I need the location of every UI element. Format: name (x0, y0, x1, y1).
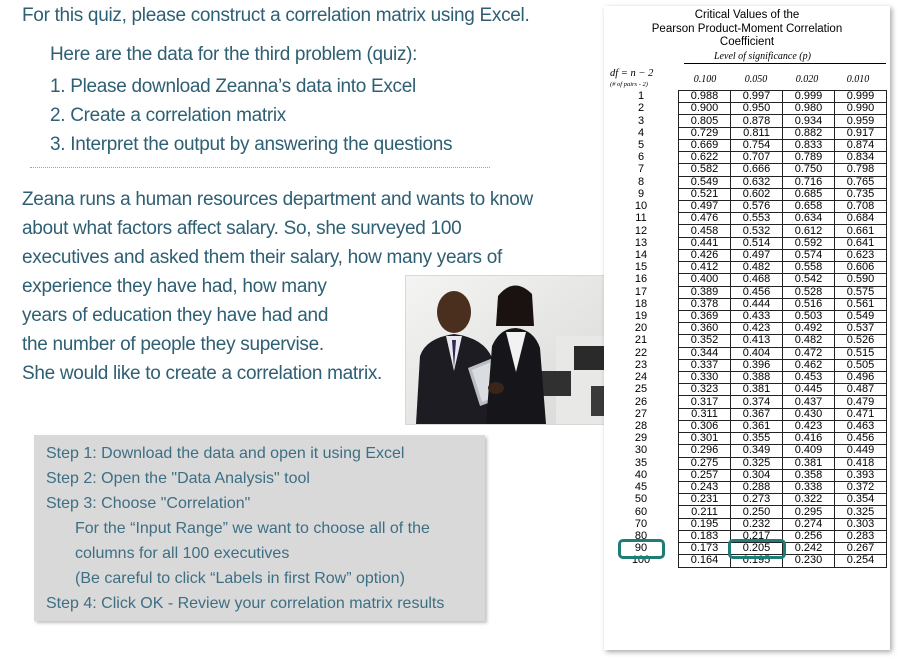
value-cell: 0.934 (783, 115, 835, 127)
value-cell: 0.396 (731, 359, 783, 371)
value-cell: 0.388 (731, 372, 783, 384)
df-cell: 28 (634, 420, 648, 433)
df-cell: 90 (634, 542, 648, 555)
value-cell: 0.805 (679, 115, 731, 127)
value-cell: 0.542 (783, 274, 835, 286)
value-cell: 0.549 (835, 310, 887, 322)
value-cell: 0.750 (783, 164, 835, 176)
value-cell: 0.389 (679, 286, 731, 298)
value-cell: 0.658 (783, 200, 835, 212)
table-title-line: Coefficient (719, 36, 775, 48)
value-cell: 0.997 (731, 91, 783, 103)
table-row (604, 200, 887, 212)
df-cell: 45 (634, 481, 648, 494)
value-cell: 0.412 (679, 262, 731, 274)
story-line: years of education they have had and (22, 305, 329, 326)
df-cell: 80 (634, 529, 648, 542)
table-row (604, 176, 887, 188)
value-cell: 0.301 (679, 433, 731, 445)
table-row (604, 433, 887, 445)
value-cell: 0.632 (731, 176, 783, 188)
df-cell: 20 (634, 322, 648, 335)
value-cell: 0.267 (835, 543, 887, 555)
value-cell: 0.576 (731, 200, 783, 212)
value-cell: 0.337 (679, 359, 731, 371)
table-row (604, 445, 887, 457)
df-cell: 23 (634, 358, 648, 371)
value-cell: 0.445 (783, 384, 835, 396)
df-cell: 24 (634, 371, 648, 384)
table-row (604, 237, 887, 249)
value-cell: 0.515 (835, 347, 887, 359)
highlight-df-box (618, 539, 665, 559)
story-line: executives and asked them their salary, how many years of (22, 247, 502, 268)
value-cell: 0.423 (783, 420, 835, 432)
table-row (604, 103, 887, 115)
value-cell: 0.482 (731, 262, 783, 274)
value-cell: 0.217 (731, 530, 783, 542)
value-cell: 0.449 (835, 445, 887, 457)
value-cell: 0.230 (783, 555, 835, 567)
value-cell: 0.338 (783, 482, 835, 494)
df-cell: 5 (637, 138, 645, 151)
value-cell: 0.232 (731, 518, 783, 530)
table-row (604, 262, 887, 274)
critical-values-table (604, 6, 890, 650)
table-row (604, 164, 887, 176)
value-cell: 0.999 (783, 91, 835, 103)
value-cell: 0.592 (783, 237, 835, 249)
df-cell: 40 (634, 468, 648, 481)
value-cell: 0.330 (679, 372, 731, 384)
quiz-instructions: For this quiz, please construct a correlation matrix using Excel. (22, 5, 530, 26)
value-cell: 0.505 (835, 359, 887, 371)
table-row (604, 274, 887, 286)
df-cell: 21 (634, 334, 648, 347)
df-cell: 30 (634, 444, 648, 457)
table-row (604, 310, 887, 322)
value-cell: 0.381 (731, 384, 783, 396)
value-cell: 0.707 (731, 152, 783, 164)
df-cell: 17 (634, 285, 648, 298)
value-cell: 0.164 (679, 555, 731, 567)
value-cell: 0.575 (835, 286, 887, 298)
value-cell: 0.558 (783, 262, 835, 274)
table-row (604, 372, 887, 384)
df-cell: 12 (634, 224, 648, 237)
intro-text: Here are the data for the third problem (quiz): (50, 44, 418, 65)
value-cell: 0.441 (679, 237, 731, 249)
value-cell: 0.437 (783, 396, 835, 408)
df-cell: 10 (634, 200, 648, 213)
value-cell: 0.959 (835, 115, 887, 127)
value-cell: 0.404 (731, 347, 783, 359)
table-row (604, 347, 887, 359)
value-cell: 0.195 (679, 518, 731, 530)
task-item: 3. Interpret the output by answering the questions (50, 134, 453, 155)
value-cell: 0.606 (835, 262, 887, 274)
table-title-line: Critical Values of the (694, 9, 800, 21)
story-line: She would like to create a correlation matrix. (22, 363, 383, 384)
value-cell: 0.476 (679, 213, 731, 225)
table-row (604, 213, 887, 225)
table-row (604, 469, 887, 481)
value-cell: 0.878 (731, 115, 783, 127)
value-cell: 0.549 (679, 176, 731, 188)
value-cell: 0.514 (731, 237, 783, 249)
value-cell: 0.444 (731, 298, 783, 310)
value-cell: 0.409 (783, 445, 835, 457)
excel-step: Step 1: Download the data and open it using Excel (46, 445, 405, 462)
df-cell: 1 (637, 90, 645, 103)
df-cell: 4 (637, 126, 645, 139)
significance-label: Level of significance (p) (714, 51, 811, 62)
value-cell: 0.684 (835, 213, 887, 225)
table-row (604, 408, 887, 420)
value-cell: 0.622 (679, 152, 731, 164)
value-cell: 0.354 (835, 494, 887, 506)
value-cell: 0.367 (731, 408, 783, 420)
df-cell: 26 (634, 395, 648, 408)
df-cell: 7 (637, 163, 645, 176)
value-cell: 0.243 (679, 482, 731, 494)
value-cell: 0.472 (783, 347, 835, 359)
value-cell: 0.988 (679, 91, 731, 103)
story-line: about what factors affect salary. So, she surveyed 100 (22, 218, 462, 239)
table-row (604, 396, 887, 408)
value-cell: 0.561 (835, 298, 887, 310)
value-cell: 0.413 (731, 335, 783, 347)
value-cell: 0.306 (679, 420, 731, 432)
value-cell: 0.361 (731, 420, 783, 432)
business-people-photo (405, 275, 617, 425)
df-cell: 2 (637, 102, 645, 115)
story-line: Zeana runs a human resources department and wants to know (22, 189, 533, 210)
value-cell: 0.661 (835, 225, 887, 237)
df-cell: 18 (634, 297, 648, 310)
value-cell: 0.426 (679, 249, 731, 261)
story-line: experience they have had, how many (22, 276, 327, 297)
value-cell: 0.453 (783, 372, 835, 384)
value-cell: 0.990 (835, 103, 887, 115)
df-cell: 29 (634, 432, 648, 445)
df-cell: 50 (634, 493, 648, 506)
value-cell: 0.471 (835, 408, 887, 420)
value-cell: 0.582 (679, 164, 731, 176)
value-cell: 0.468 (731, 274, 783, 286)
value-cell: 0.503 (783, 310, 835, 322)
table-row (604, 127, 887, 139)
excel-step: Step 4: Click OK - Review your correlation matrix results (46, 595, 445, 612)
table-row (604, 249, 887, 261)
value-cell: 0.900 (679, 103, 731, 115)
value-cell: 0.303 (835, 518, 887, 530)
value-cell: 0.950 (731, 103, 783, 115)
value-cell: 0.433 (731, 310, 783, 322)
value-cell: 0.497 (679, 200, 731, 212)
table-row (604, 286, 887, 298)
value-cell: 0.765 (835, 176, 887, 188)
value-cell: 0.492 (783, 323, 835, 335)
value-cell: 0.352 (679, 335, 731, 347)
value-cell: 0.317 (679, 396, 731, 408)
task-item: 1. Please download Zeanna’s data into Excel (50, 76, 416, 97)
value-cell: 0.526 (835, 335, 887, 347)
table-row (604, 359, 887, 371)
value-cell: 0.173 (679, 543, 731, 555)
value-cell: 0.418 (835, 457, 887, 469)
value-cell: 0.798 (835, 164, 887, 176)
table-row (604, 91, 887, 103)
table-title (604, 9, 890, 50)
task-item: 2. Create a correlation matrix (50, 105, 286, 126)
table-row (604, 323, 887, 335)
df-cell: 11 (635, 212, 647, 225)
value-cell: 0.295 (783, 506, 835, 518)
table-row (604, 139, 887, 151)
value-cell: 0.462 (783, 359, 835, 371)
story-line: the number of people they supervise. (22, 334, 324, 355)
value-cell: 0.882 (783, 127, 835, 139)
value-cell: 0.789 (783, 152, 835, 164)
table-row (604, 384, 887, 396)
value-cell: 0.250 (731, 506, 783, 518)
df-cell: 3 (637, 114, 645, 127)
value-cell: 0.242 (783, 543, 835, 555)
table-row (604, 188, 887, 200)
value-cell: 0.685 (783, 188, 835, 200)
value-cell: 0.612 (783, 225, 835, 237)
value-cell: 0.381 (783, 457, 835, 469)
value-cell: 0.416 (783, 433, 835, 445)
value-cell: 0.458 (679, 225, 731, 237)
table-row (604, 335, 887, 347)
value-cell: 0.400 (679, 274, 731, 286)
df-cell: 70 (634, 517, 648, 530)
value-cell: 0.521 (679, 188, 731, 200)
highlight-value-box (728, 539, 786, 559)
value-cell: 0.666 (731, 164, 783, 176)
value-cell: 0.275 (679, 457, 731, 469)
value-cell: 0.487 (835, 384, 887, 396)
table-row (604, 518, 887, 530)
value-cell: 0.304 (731, 469, 783, 481)
value-cell: 0.344 (679, 347, 731, 359)
value-cell: 0.274 (783, 518, 835, 530)
table-row (604, 115, 887, 127)
excel-steps-box (34, 435, 485, 621)
df-cell: 6 (637, 151, 645, 164)
excel-step-detail: columns for all 100 executives (75, 545, 290, 562)
value-cell: 0.811 (731, 127, 783, 139)
value-cell: 0.833 (783, 139, 835, 151)
value-cell: 0.195 (731, 555, 783, 567)
df-cell: 25 (634, 383, 648, 396)
table-row (604, 506, 887, 518)
df-cell: 35 (634, 456, 648, 469)
table-row (604, 494, 887, 506)
value-cell: 0.393 (835, 469, 887, 481)
excel-step-detail: For the “Input Range” we want to choose all of the (75, 520, 430, 537)
table-row (604, 457, 887, 469)
table-title-line: Pearson Product-Moment Correlation (651, 22, 843, 35)
value-cell: 0.496 (835, 372, 887, 384)
table-row (604, 482, 887, 494)
column-header: 0.100 (693, 74, 717, 85)
value-cell: 0.729 (679, 127, 731, 139)
value-cell: 0.602 (731, 188, 783, 200)
df-cell: 9 (637, 187, 645, 200)
value-cell: 0.360 (679, 323, 731, 335)
value-cell: 0.372 (835, 482, 887, 494)
value-cell: 0.528 (783, 286, 835, 298)
value-cell: 0.257 (679, 469, 731, 481)
task-list (50, 72, 452, 159)
excel-step-detail: (Be careful to click “Labels in first Row” option) (75, 570, 405, 587)
df-label: df = n − 2 (610, 68, 654, 79)
df-cell: 100 (631, 554, 651, 567)
value-cell: 0.553 (731, 213, 783, 225)
value-cell: 0.999 (835, 91, 887, 103)
value-cell: 0.623 (835, 249, 887, 261)
value-cell: 0.716 (783, 176, 835, 188)
value-cell: 0.708 (835, 200, 887, 212)
df-cell: 19 (634, 310, 648, 323)
value-cell: 0.374 (731, 396, 783, 408)
value-cell: 0.288 (731, 482, 783, 494)
df-cell: 60 (634, 505, 648, 518)
df-cell: 22 (634, 346, 648, 359)
value-cell: 0.537 (835, 323, 887, 335)
column-header: 0.020 (795, 74, 819, 85)
value-cell: 0.669 (679, 139, 731, 151)
df-cell: 27 (634, 407, 648, 420)
divider (30, 167, 490, 168)
value-cell: 0.296 (679, 445, 731, 457)
value-cell: 0.456 (835, 433, 887, 445)
value-cell: 0.754 (731, 139, 783, 151)
excel-step: Step 2: Open the "Data Analysis" tool (46, 470, 310, 487)
excel-step: Step 3: Choose "Correlation" (46, 495, 251, 512)
table-row (604, 298, 887, 310)
value-cell: 0.322 (783, 494, 835, 506)
value-cell: 0.205 (731, 543, 783, 555)
value-cell: 0.349 (731, 445, 783, 457)
value-cell: 0.516 (783, 298, 835, 310)
value-cell: 0.574 (783, 249, 835, 261)
value-cell: 0.532 (731, 225, 783, 237)
value-cell: 0.456 (731, 286, 783, 298)
value-cell: 0.423 (731, 323, 783, 335)
value-cell: 0.311 (679, 408, 731, 420)
value-cell: 0.834 (835, 152, 887, 164)
df-cell: 15 (634, 261, 648, 274)
value-cell: 0.256 (783, 530, 835, 542)
df-cell: 16 (634, 273, 648, 286)
value-cell: 0.378 (679, 298, 731, 310)
value-cell: 0.325 (731, 457, 783, 469)
df-cell: 8 (637, 175, 645, 188)
value-cell: 0.355 (731, 433, 783, 445)
value-cell: 0.980 (783, 103, 835, 115)
value-cell: 0.323 (679, 384, 731, 396)
value-cell: 0.283 (835, 530, 887, 542)
table-row (604, 420, 887, 432)
value-cell: 0.482 (783, 335, 835, 347)
table-row (604, 225, 887, 237)
value-cell: 0.590 (835, 274, 887, 286)
value-cell: 0.358 (783, 469, 835, 481)
value-cell: 0.369 (679, 310, 731, 322)
value-cell: 0.325 (835, 506, 887, 518)
critical-values-grid (604, 90, 887, 568)
value-cell: 0.183 (679, 530, 731, 542)
value-cell: 0.641 (835, 237, 887, 249)
value-cell: 0.735 (835, 188, 887, 200)
header-rule (684, 63, 886, 64)
value-cell: 0.463 (835, 420, 887, 432)
df-cell: 13 (634, 236, 648, 249)
df-sublabel: (# of pairs - 2) (610, 81, 648, 88)
column-header: 0.050 (744, 74, 768, 85)
value-cell: 0.497 (731, 249, 783, 261)
value-cell: 0.874 (835, 139, 887, 151)
value-cell: 0.211 (679, 506, 731, 518)
df-cell: 14 (634, 248, 648, 261)
value-cell: 0.430 (783, 408, 835, 420)
value-cell: 0.254 (835, 555, 887, 567)
value-cell: 0.231 (679, 494, 731, 506)
value-cell: 0.479 (835, 396, 887, 408)
value-cell: 0.917 (835, 127, 887, 139)
value-cell: 0.273 (731, 494, 783, 506)
value-cell: 0.634 (783, 213, 835, 225)
table-row (604, 152, 887, 164)
column-header: 0.010 (846, 74, 870, 85)
